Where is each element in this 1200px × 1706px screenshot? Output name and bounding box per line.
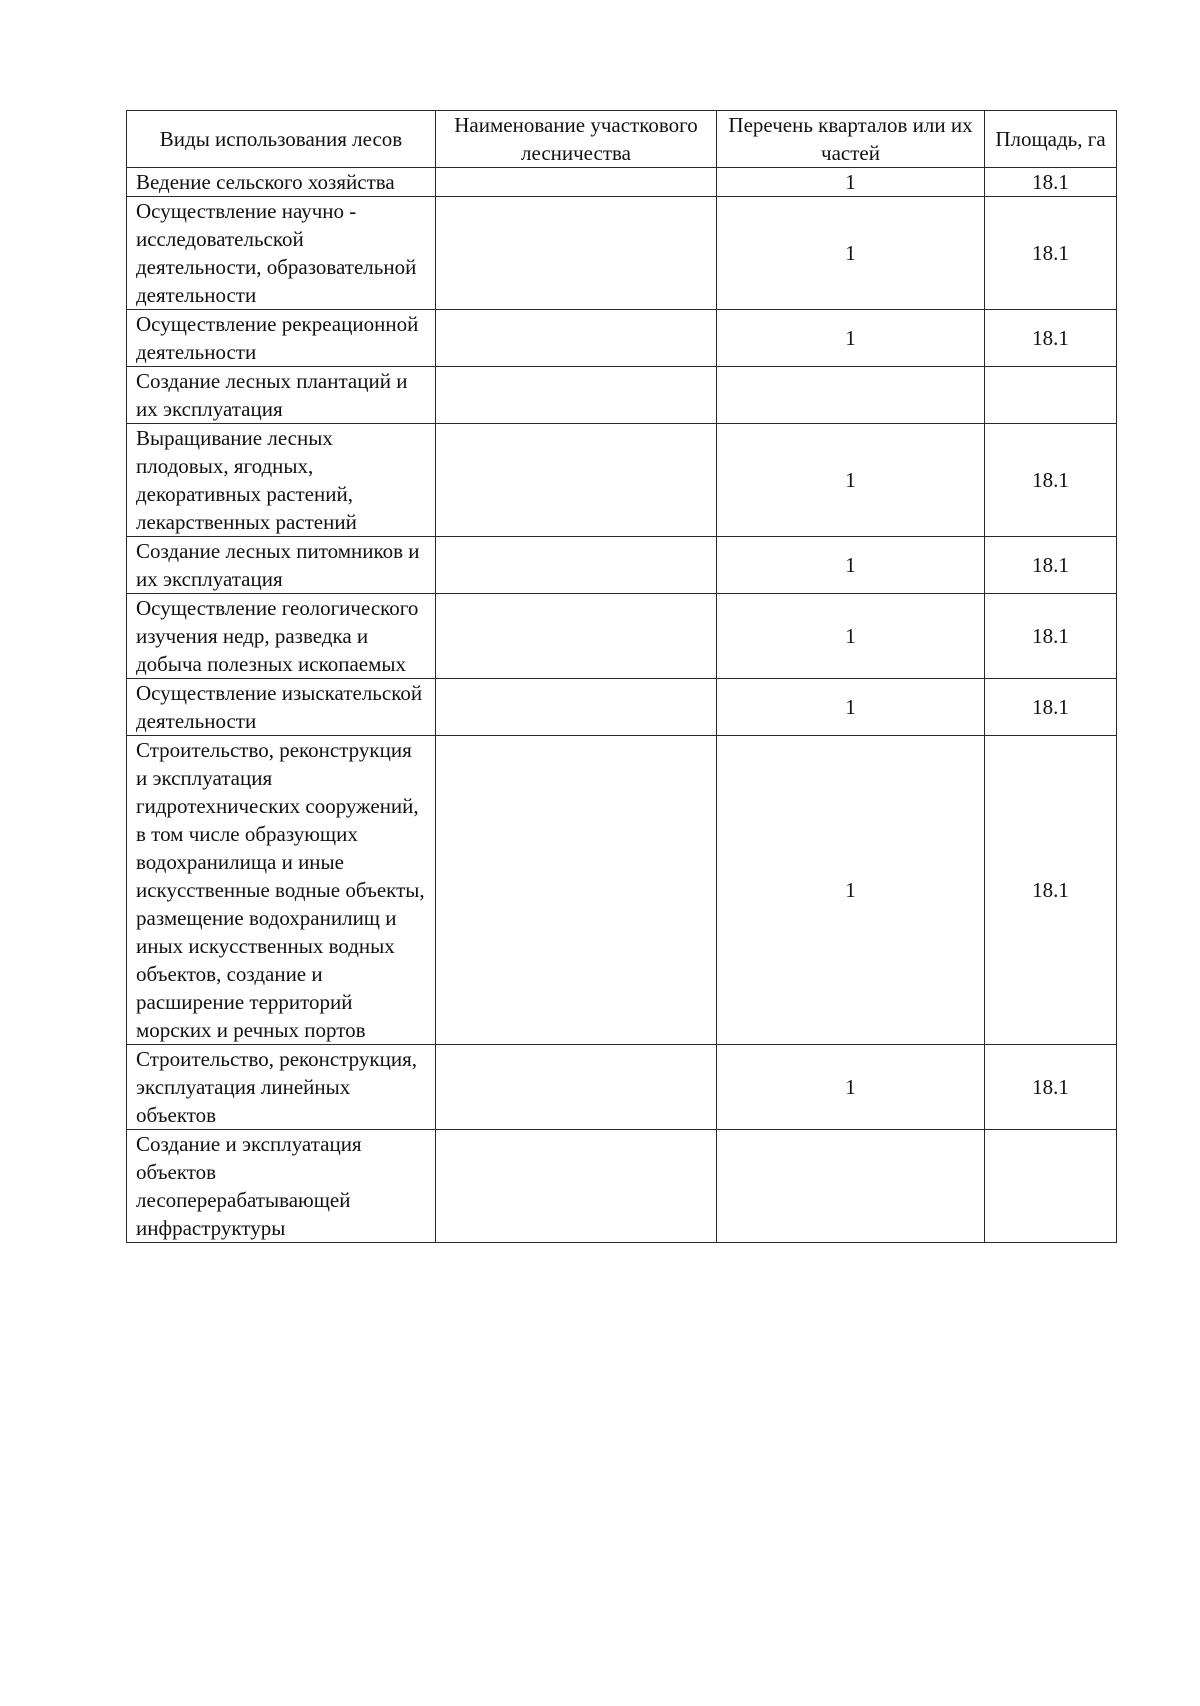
table-row	[127, 594, 1117, 679]
cell-area: 18.1	[985, 1045, 1117, 1130]
cell-forestry	[436, 168, 717, 197]
cell-use-type: Осуществление геологического изучения недр, разведка и добыча полезных ископаемых	[127, 594, 436, 679]
cell-forestry	[436, 537, 717, 594]
cell-forestry	[436, 1130, 717, 1243]
table-row	[127, 310, 1117, 367]
forest-use-table	[126, 110, 1117, 1243]
table-header	[127, 111, 1117, 168]
table-row	[127, 1045, 1117, 1130]
cell-area: 18.1	[985, 424, 1117, 537]
cell-forestry	[436, 197, 717, 310]
cell-quarters: 1	[717, 310, 985, 367]
cell-forestry	[436, 1045, 717, 1130]
table-row	[127, 537, 1117, 594]
cell-quarters	[717, 367, 985, 424]
cell-area	[985, 1130, 1117, 1243]
cell-quarters: 1	[717, 736, 985, 1045]
cell-use-type: Строительство, реконструкция и эксплуатация гидротехнических сооружений, в том числе образующих водохранилища и иные искусственные водные объекты, размещение водохранилищ и иных искусственных водных объектов, создание и расширение территорий морских и речных портов	[127, 736, 436, 1045]
cell-forestry	[436, 424, 717, 537]
cell-area: 18.1	[985, 197, 1117, 310]
cell-area: 18.1	[985, 736, 1117, 1045]
cell-forestry	[436, 679, 717, 736]
cell-use-type: Создание лесных плантаций и их эксплуатация	[127, 367, 436, 424]
cell-quarters: 1	[717, 537, 985, 594]
header-area: Площадь, га	[985, 111, 1117, 168]
cell-quarters: 1	[717, 197, 985, 310]
cell-use-type: Ведение сельского хозяйства	[127, 168, 436, 197]
cell-forestry	[436, 594, 717, 679]
cell-use-type: Выращивание лесных плодовых, ягодных, декоративных растений, лекарственных растений	[127, 424, 436, 537]
cell-area: 18.1	[985, 679, 1117, 736]
cell-area: 18.1	[985, 537, 1117, 594]
table-row	[127, 197, 1117, 310]
header-quarters-list: Перечень кварталов или их частей	[717, 111, 985, 168]
cell-area	[985, 367, 1117, 424]
cell-area: 18.1	[985, 168, 1117, 197]
cell-use-type: Строительство, реконструкция, эксплуатация линейных объектов	[127, 1045, 436, 1130]
table-row	[127, 367, 1117, 424]
table-row	[127, 736, 1117, 1045]
table-row	[127, 679, 1117, 736]
cell-forestry	[436, 367, 717, 424]
cell-use-type: Создание лесных питомников и их эксплуатация	[127, 537, 436, 594]
cell-quarters: 1	[717, 594, 985, 679]
cell-quarters	[717, 1130, 985, 1243]
header-use-type: Виды использования лесов	[127, 111, 436, 168]
header-forestry-name: Наименование участкового лесничества	[436, 111, 717, 168]
cell-area: 18.1	[985, 594, 1117, 679]
cell-forestry	[436, 736, 717, 1045]
table-body	[127, 168, 1117, 1243]
cell-use-type: Осуществление научно - исследовательской деятельности, образовательной деятельности	[127, 197, 436, 310]
cell-area: 18.1	[985, 310, 1117, 367]
cell-use-type: Создание и эксплуатация объектов лесоперерабатывающей инфраструктуры	[127, 1130, 436, 1243]
cell-quarters: 1	[717, 168, 985, 197]
cell-quarters: 1	[717, 424, 985, 537]
cell-forestry	[436, 310, 717, 367]
cell-use-type: Осуществление изыскательской деятельности	[127, 679, 436, 736]
cell-quarters: 1	[717, 679, 985, 736]
table-row	[127, 424, 1117, 537]
cell-quarters: 1	[717, 1045, 985, 1130]
header-row	[127, 111, 1117, 168]
cell-use-type: Осуществление рекреационной деятельности	[127, 310, 436, 367]
table-row	[127, 1130, 1117, 1243]
table-row	[127, 168, 1117, 197]
